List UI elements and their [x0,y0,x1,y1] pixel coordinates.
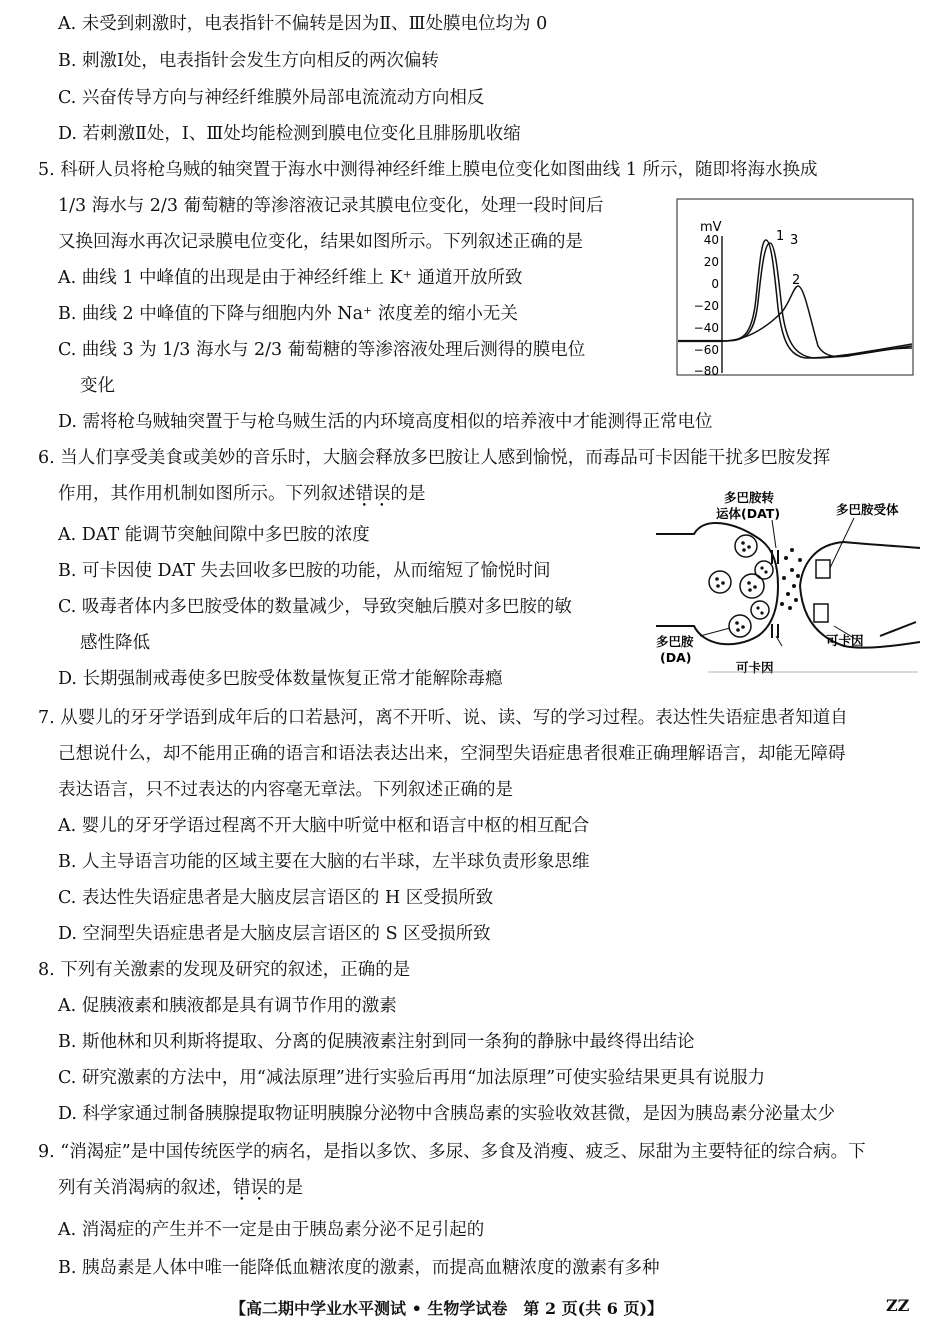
q6-stem-line1: 6. 当人们享受美食或美妙的音乐时，大脑会释放多巴胺让人感到愉悦，而毒品可卡因能干扰多巴胺发挥 [38,448,831,468]
curve-label-3: 3 [790,233,799,248]
y-tick-neg60: −60 [693,343,719,357]
q8-option-b: B. 斯他林和贝利斯将提取、分离的促胰液素注射到同一条狗的静脉中最终得出结论 [58,1032,695,1052]
y-tick-20: 20 [703,255,719,269]
y-tick-40: 40 [703,233,719,247]
q7-stem-line3: 表达语言，只不过表达的内容毫无章法。下列叙述正确的是 [58,780,513,800]
emphasis-char-cuo: 错 [233,1178,251,1198]
dopamine-receptor [814,604,828,622]
q4-option-d: D. 若刺激Ⅱ处，Ⅰ、Ⅲ处均能检测到膜电位变化且腓肠肌收缩 [58,124,521,144]
q5-option-b: B. 曲线 2 中峰值的下降与细胞内外 Na⁺ 浓度差的缩小无关 [58,304,518,324]
q4-option-b: B. 刺激Ⅰ处，电表指针会发生方向相反的两次偏转 [58,51,439,71]
q5-stem-line2: 1/3 海水与 2/3 葡萄糖的等渗溶液记录其膜电位变化，处理一段时间后 [58,196,604,216]
cocaine-label-bottom: 可卡因 [736,660,774,675]
q9-stem-line2-post: 的是 [268,1178,303,1198]
q7-option-c: C. 表达性失语症患者是大脑皮层言语区的 H 区受损所致 [58,888,494,908]
vesicle [735,535,757,557]
da-label-line1: 多巴胺 [656,634,694,649]
q6-option-d: D. 长期强制戒毒使多巴胺受体数量恢复正常才能解除毒瘾 [58,669,503,689]
q5-stem-line3: 又换回海水再次记录膜电位变化，结果如图所示。下列叙述正确的是 [58,232,583,252]
synapse-diagram [654,486,920,682]
dat-label-line2: 运体(DAT) [716,506,781,521]
page-footer: 【高二期中学业水平测试 • 生物学试卷 第 2 页(共 6 页)】 [230,1299,664,1318]
dat-transporter-bottom [772,624,778,638]
y-tick-0: 0 [711,277,719,291]
vesicle [709,571,731,593]
q6-stem-line2-post: 的是 [390,484,426,504]
emphasis-char-wu: 误 [373,484,391,504]
postsynaptic-membrane [800,542,920,648]
q9-option-b: B. 胰岛素是人体中唯一能降低血糖浓度的激素，而提高血糖浓度的激素有多种 [58,1258,660,1278]
q8-option-c: C. 研究激素的方法中，用“减法原理”进行实验后再用“加法原理”可使实验结果更具有说服力 [58,1068,766,1088]
y-tick-neg80: −80 [693,364,719,378]
dopamine-receptor [816,560,830,578]
q6-option-c: C. 吸毒者体内多巴胺受体的数量减少，导致突触后膜对多巴胺的敏 [58,597,572,617]
da-pointer [700,628,730,636]
emphasis-char-cuo: 错 [355,484,373,504]
y-tick-neg40: −40 [693,321,719,335]
q9-stem-line1: 9. “消渴症”是中国传统医学的病名，是指以多饮、多尿、多食及消瘦、疲乏、尿甜为主要特征的综合病。下 [38,1142,866,1162]
q4-option-c: C. 兴奋传导方向与神经纤维膜外局部电流流动方向相反 [58,88,485,108]
q5-option-a: A. 曲线 1 中峰值的出现是由于神经纤维上 K⁺ 通道开放所致 [58,268,523,288]
q8-option-a: A. 促胰液素和胰液都是具有调节作用的激素 [58,996,397,1016]
q5-option-c-cont: 变化 [80,376,115,396]
q6-option-a: A. DAT 能调节突触间隙中多巴胺的浓度 [58,525,370,545]
q8-option-d: D. 科学家通过制备胰腺提取物证明胰腺分泌物中含胰岛素的实验收效甚微，是因为胰岛素分泌量太少 [58,1104,836,1124]
q9-stem-line2 [58,1176,303,1200]
presynaptic-terminal [656,523,778,644]
q7-stem-line2: 己想说什么，却不能用正确的语言和语法表达出来，空洞型失语症患者很难正确理解语言，却能无障碍 [58,744,846,764]
q7-option-d: D. 空洞型失语症患者是大脑皮层言语区的 S 区受损所致 [58,924,491,944]
curve-label-2: 2 [792,273,801,288]
axon-stub [880,622,916,636]
q6-stem-line2-pre: 作用，其作用机制如图所示。下列叙述 [58,484,356,504]
q9-stem-line2-pre: 列有关消渴病的叙述， [58,1178,233,1198]
q6-stem-line2 [58,482,426,506]
q6-option-b: B. 可卡因使 DAT 失去回收多巴胺的功能，从而缩短了愉悦时间 [58,561,551,581]
q4-option-a: A. 未受到刺激时，电表指针不偏转是因为Ⅱ、Ⅲ处膜电位均为 0 [58,14,548,34]
dat-pointer [772,520,776,548]
q9-option-a: A. 消渴症的产生并不一定是由于胰岛素分泌不足引起的 [58,1220,485,1240]
q7-stem-line1: 7. 从婴儿的牙牙学语到成年后的口若悬河，离不开听、说、读、写的学习过程。表达性失语症患者知道自 [38,708,848,728]
q5-option-d: D. 需将枪乌贼轴突置于与枪乌贼生活的内环境高度相似的培养液中才能测得正常电位 [58,412,713,432]
emphasis-char-wu: 误 [250,1178,268,1198]
vesicle [751,601,769,619]
receptor-label: 多巴胺受体 [836,502,899,517]
membrane-potential-graph [676,198,916,378]
q6-option-c-cont: 感性降低 [80,633,150,653]
q8-stem: 8. 下列有关激素的发现及研究的叙述，正确的是 [38,960,411,980]
graph-unit: mV [700,220,722,235]
vesicle [755,561,773,579]
q7-option-b: B. 人主导语言功能的区域主要在大脑的右半球，左半球负责形象思维 [58,852,590,872]
q5-stem-line1: 5. 科研人员将枪乌贼的轴突置于海水中测得神经纤维上膜电位变化如图曲线 1 所示，随即将海水换成 [38,160,818,180]
curve-label-1: 1 [776,229,785,244]
dat-label-line1: 多巴胺转 [724,490,775,505]
q5-option-c: C. 曲线 3 为 1/3 海水与 2/3 葡萄糖的等渗溶液处理后测得的膜电位 [58,340,586,360]
q7-option-a: A. 婴儿的牙牙学语过程离不开大脑中听觉中枢和语言中枢的相互配合 [58,816,590,836]
y-tick-neg20: −20 [693,299,719,313]
cocaine-label-right: 可卡因 [826,633,864,648]
footer-code: ZZ [886,1296,910,1315]
vesicle [729,615,751,637]
curve-2 [722,286,912,357]
da-label-line2: (DA) [660,650,692,665]
